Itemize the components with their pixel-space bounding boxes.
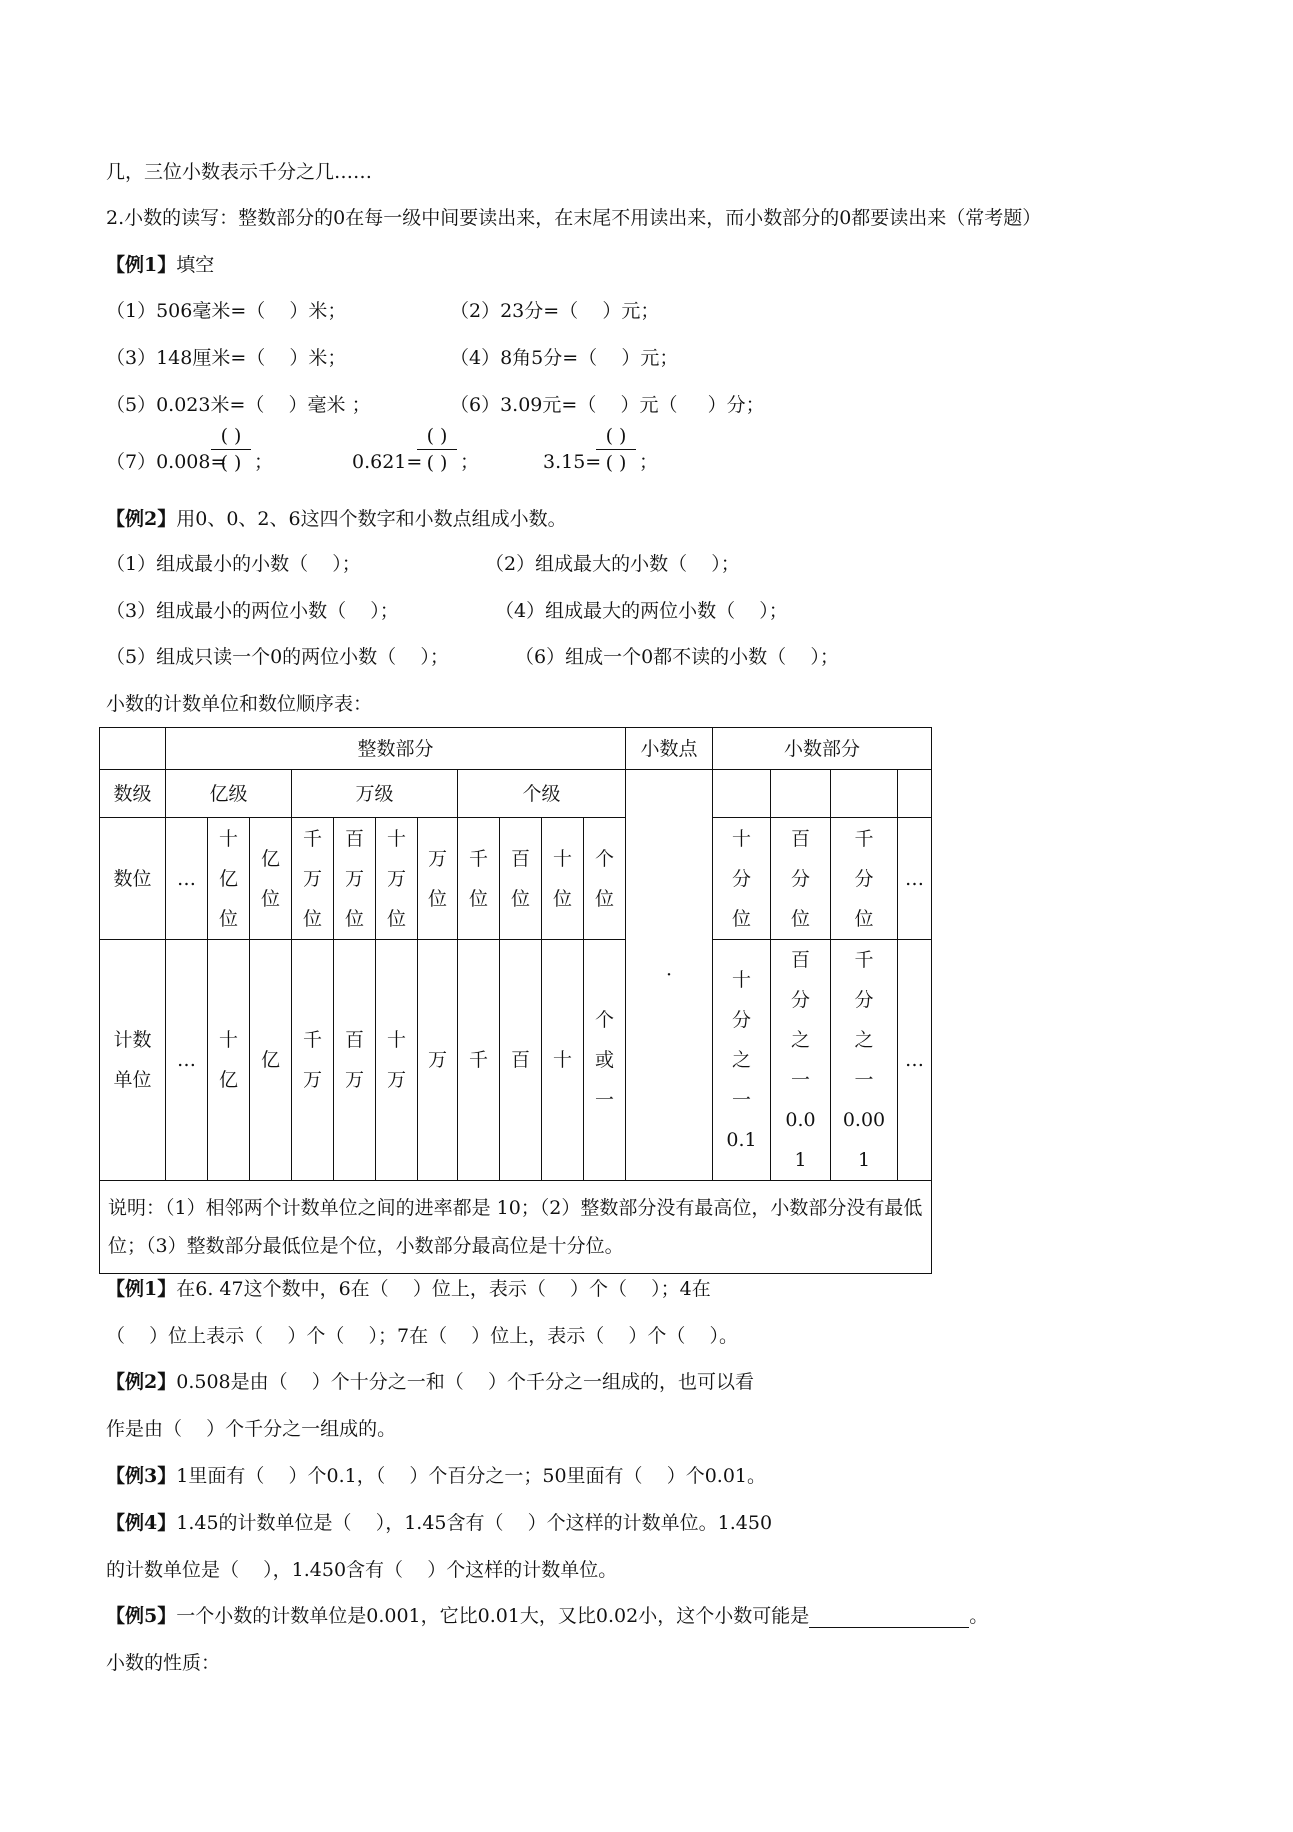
exercise-text: 1里面有（ ）个0.1，（ ）个百分之一；50里面有（ ）个0.01。 — [176, 1465, 766, 1487]
exercise-text: 1.45的计数单位是（ ），1.45含有（ ）个这样的计数单位。1.450 — [176, 1512, 773, 1534]
example-label: 【例2】 — [106, 508, 177, 530]
ex2-item-5: （5）组成只读一个0的两位小数（ ）； — [106, 646, 449, 668]
place-cell: 十 万 位 — [376, 818, 418, 940]
exercise-text: 作是由（ ）个千分之一组成的。 — [106, 1418, 397, 1440]
place-cell: 十 分 位 — [713, 818, 771, 940]
place-cell: 个 位 — [584, 818, 626, 940]
place-value-table — [99, 727, 932, 1274]
place-label: 数位 — [100, 818, 166, 940]
exercise-text: 0.508是由（ ）个十分之一和（ ）个千分之一组成的，也可以看 — [176, 1371, 754, 1393]
place-cell: 百 分 位 — [771, 818, 831, 940]
semicolon: ； — [639, 451, 659, 473]
unit-cell: … — [166, 940, 208, 1181]
table-note: 说明：（1）相邻两个计数单位之间的进率都是 10；（2）整数部分没有最高位，小数部分没有最低位；（3）整数部分最低位是个位，小数部分最高位是十分位。 — [100, 1181, 932, 1274]
unit-cell: 十 分 之 一 0.1 — [713, 940, 771, 1181]
properties-heading: 小数的性质： — [106, 1652, 221, 1674]
fraction-blank — [596, 424, 636, 475]
place-cell: 百 万 位 — [334, 818, 376, 940]
place-cell: 百 位 — [500, 818, 542, 940]
semicolon: ； — [254, 451, 274, 473]
exercise-line — [106, 1277, 711, 1301]
unit-cell: 十 — [542, 940, 584, 1181]
exercise-text: 一个小数的计数单位是0.001，它比0.01大，又比0.02小，这个小数可能是 — [176, 1605, 810, 1627]
ex1-item-1: （1）506毫米=（ ）米； — [106, 300, 347, 322]
decimal-point-cell: · — [626, 770, 713, 1181]
numerator: ( ) — [605, 425, 627, 447]
denominator: ( ) — [605, 452, 627, 474]
rule-2: 2.小数的读写：整数部分的0在每一级中间要读出来，在末尾不用读出来，而小数部分的0都要读出来（常考题） — [106, 207, 1042, 229]
level-label: 数级 — [100, 770, 166, 818]
ex1-item-6: （6）3.09元=（ ）元（ ）分； — [450, 394, 765, 416]
ex2-item-4: （4）组成最大的两位小数（ ）； — [495, 600, 788, 622]
intro-text: 几，三位小数表示千分之几…… — [106, 161, 373, 183]
integer-part-header: 整数部分 — [166, 728, 626, 770]
empty-level-cell — [831, 770, 898, 818]
ex1-item-9: 3.15= — [543, 451, 602, 473]
unit-cell: 十 万 — [376, 940, 418, 1181]
ex1-item-8: 0.621= — [352, 451, 423, 473]
unit-cell: 十 亿 — [208, 940, 250, 1181]
exercise-line — [106, 1558, 617, 1582]
exercise-line — [106, 1464, 766, 1488]
unit-cell: 百 — [500, 940, 542, 1181]
place-cell: 亿 位 — [250, 818, 292, 940]
exercise-text: （ ）位上表示（ ）个（ ）；7在（ ）位上，表示（ ）个（ ）。 — [106, 1325, 739, 1347]
example-label: 【例5】 — [106, 1605, 177, 1627]
exercise-line — [106, 1324, 738, 1348]
unit-cell: 千 — [458, 940, 500, 1181]
fraction-blank — [211, 424, 251, 475]
place-cell: 十 亿 位 — [208, 818, 250, 940]
exercise-line — [106, 1511, 772, 1535]
example-label: 【例3】 — [106, 1465, 177, 1487]
ex1-item-4: （4）8角5分=（ ）元； — [450, 347, 679, 369]
unit-cell: 百 万 — [334, 940, 376, 1181]
example-label: 【例1】 — [106, 1278, 177, 1300]
place-cell: 十 位 — [542, 818, 584, 940]
level-yi: 亿级 — [166, 770, 292, 818]
level-wan: 万级 — [292, 770, 458, 818]
unit-cell: … — [898, 940, 932, 1181]
example-5 — [106, 1604, 988, 1628]
example-label: 【例2】 — [106, 1371, 177, 1393]
numerator: ( ) — [426, 425, 448, 447]
exercise-text: 在6. 47这个数中，6在（ ）位上，表示（ ）个（ ）；4在 — [176, 1278, 711, 1300]
decimal-point-header: 小数点 — [626, 728, 713, 770]
table-caption: 小数的计数单位和数位顺序表： — [106, 693, 373, 715]
example-title: 用0、0、2、6这四个数字和小数点组成小数。 — [176, 508, 567, 530]
unit-cell: 个 或 一 — [584, 940, 626, 1181]
denominator: ( ) — [426, 452, 448, 474]
unit-label: 计数 单位 — [100, 940, 166, 1181]
example-2-heading — [106, 507, 567, 531]
ex2-item-2: （2）组成最大的小数（ ）； — [485, 553, 740, 575]
unit-cell: 亿 — [250, 940, 292, 1181]
empty-level-cell — [713, 770, 771, 818]
place-cell: 千 万 位 — [292, 818, 334, 940]
ex1-item-5: （5）0.023米=（ ）毫米 ； — [106, 394, 371, 416]
answer-blank[interactable] — [809, 1607, 969, 1628]
ex1-item-3: （3）148厘米=（ ）米； — [106, 347, 347, 369]
ex2-item-1: （1）组成最小的小数（ ）； — [106, 553, 361, 575]
ex2-item-3: （3）组成最小的两位小数（ ）； — [106, 600, 399, 622]
example-title: 填空 — [176, 254, 215, 276]
place-cell: … — [166, 818, 208, 940]
unit-cell: 千 分 之 一 0.00 1 — [831, 940, 898, 1181]
decimal-part-header: 小数部分 — [713, 728, 932, 770]
empty-corner-cell — [100, 728, 166, 770]
unit-cell: 千 万 — [292, 940, 334, 1181]
denominator: ( ) — [220, 452, 242, 474]
exercise-line — [106, 1417, 396, 1441]
empty-level-cell — [898, 770, 932, 818]
unit-cell: 百 分 之 一 0.0 1 — [771, 940, 831, 1181]
example-label: 【例1】 — [106, 254, 177, 276]
example-label: 【例4】 — [106, 1512, 177, 1534]
empty-level-cell — [771, 770, 831, 818]
level-ge: 个级 — [458, 770, 626, 818]
exercise-text: 的计数单位是（ ），1.450含有（ ）个这样的计数单位。 — [106, 1559, 618, 1581]
numerator: ( ) — [220, 425, 242, 447]
semicolon: ； — [460, 451, 480, 473]
ex2-item-6: （6）组成一个0都不读的小数（ ）； — [515, 646, 839, 668]
ex1-item-7: （7）0.008= — [106, 451, 227, 473]
place-cell: 千 分 位 — [831, 818, 898, 940]
exercise-line — [106, 1370, 754, 1394]
place-cell: 万 位 — [418, 818, 458, 940]
ex1-item-2: （2）23分=（ ）元； — [450, 300, 660, 322]
example-1-heading — [106, 253, 214, 277]
unit-cell: 万 — [418, 940, 458, 1181]
place-cell: … — [898, 818, 932, 940]
place-cell: 千 位 — [458, 818, 500, 940]
period: 。 — [969, 1605, 989, 1627]
fraction-blank — [417, 424, 457, 475]
